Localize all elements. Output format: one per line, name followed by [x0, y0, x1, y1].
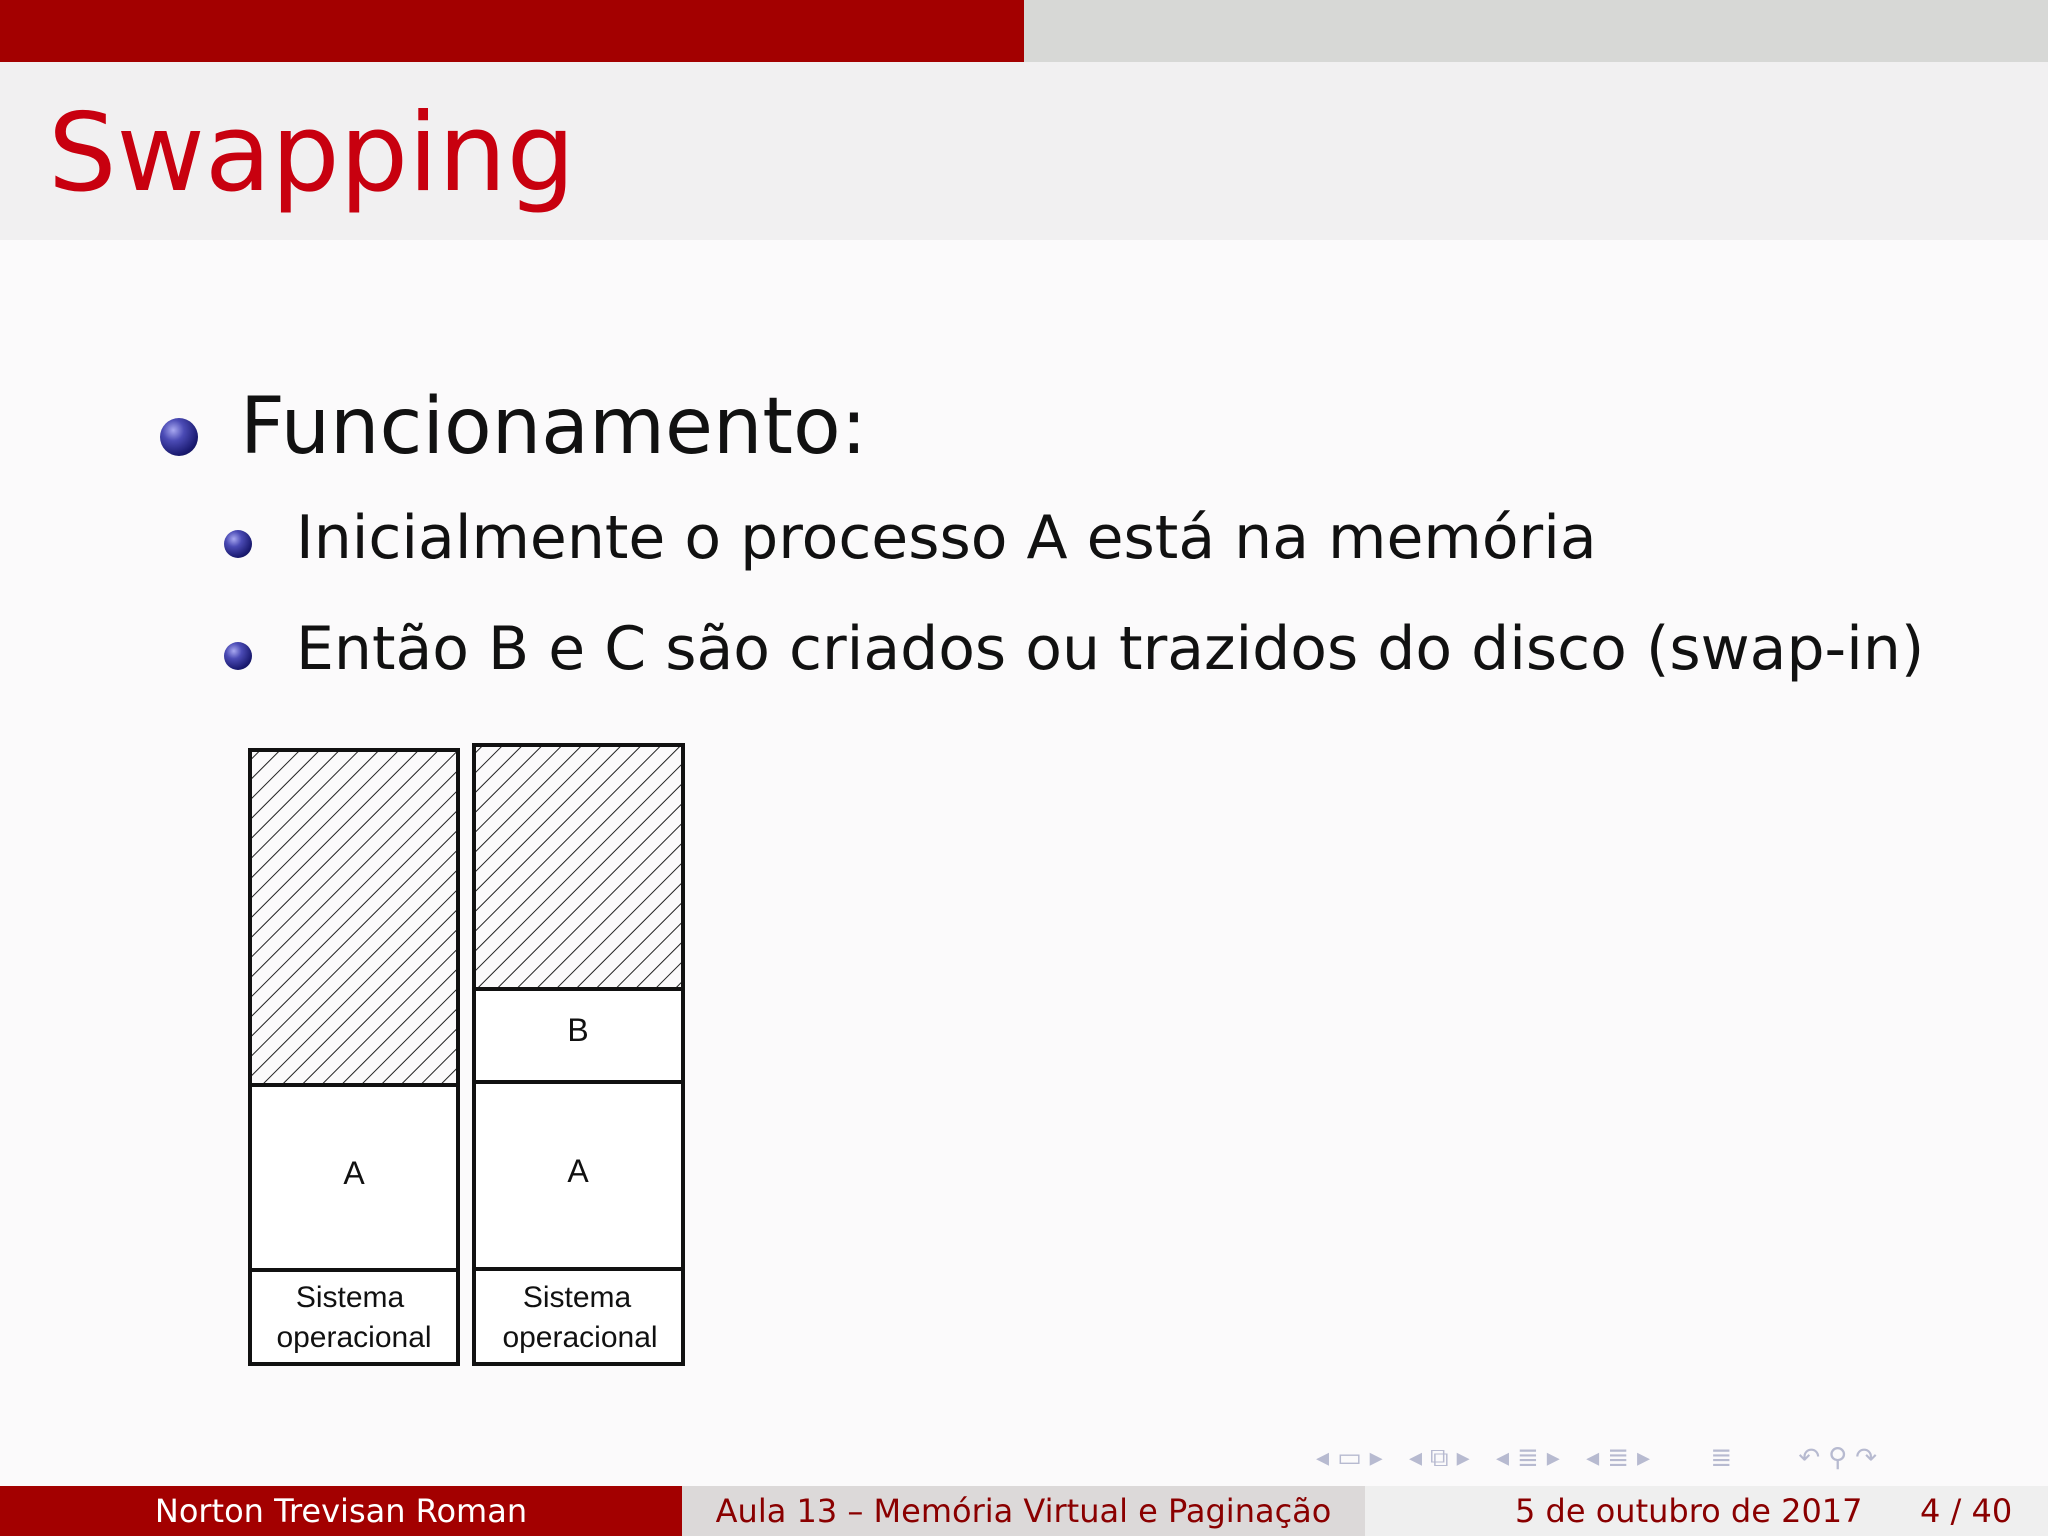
process-a-label: A: [567, 1153, 589, 1189]
appendix-prev-icon[interactable]: ◂: [1586, 1443, 1600, 1473]
forward-icon[interactable]: ↷: [1855, 1443, 1878, 1473]
os-label-line2: operacional: [502, 1321, 658, 1354]
subsection-icon[interactable]: ⧉: [1430, 1443, 1449, 1473]
footer-lecture: Aula 13 – Memória Virtual e Paginação: [682, 1486, 1365, 1536]
frame-icon[interactable]: ▭: [1337, 1443, 1362, 1473]
os-label-line2: operacional: [276, 1321, 432, 1354]
section-next-icon[interactable]: ▸: [1546, 1443, 1560, 1473]
os-label-line1: Sistema: [295, 1281, 405, 1314]
process-a-label: A: [343, 1155, 365, 1191]
footer-author: Norton Trevisan Roman: [0, 1486, 682, 1536]
memory-column-2: [474, 745, 683, 1364]
footer-date: 5 de outubro de 2017: [1515, 1492, 1863, 1530]
section-icon[interactable]: ≣: [1517, 1443, 1539, 1473]
navigation-bar: [1316, 1440, 1885, 1476]
process-b-label: B: [567, 1012, 589, 1048]
free-space-hatched: [250, 750, 458, 1085]
sub-bullet-text-1: Inicialmente o processo A está na memória: [296, 503, 1597, 573]
free-space-hatched: [474, 745, 683, 989]
footer: [0, 1486, 2048, 1536]
memory-column-1: [250, 750, 458, 1364]
section-prev-icon[interactable]: ◂: [1495, 1443, 1509, 1473]
sub-bullet-text-2: Então B e C são criados ou trazidos do disco (swap-in): [296, 614, 1925, 684]
appendix-next-icon[interactable]: ▸: [1636, 1443, 1651, 1473]
bullet-text: Funcionamento:: [240, 382, 867, 472]
slide-title: Swapping: [48, 91, 576, 216]
os-label-line1: Sistema: [522, 1281, 632, 1314]
search-icon[interactable]: ⚲: [1828, 1443, 1848, 1473]
subsection-next-icon[interactable]: ▸: [1456, 1443, 1470, 1473]
footer-page-number: 4 / 40: [1920, 1492, 2013, 1530]
subsection-prev-icon[interactable]: ◂: [1408, 1443, 1423, 1473]
back-icon[interactable]: ↶: [1798, 1443, 1821, 1473]
toc-icon[interactable]: ≣: [1710, 1443, 1733, 1473]
appendix-icon[interactable]: ≣: [1607, 1443, 1629, 1473]
footer-date-page: [1365, 1486, 2048, 1536]
frame-next-icon[interactable]: ▸: [1369, 1443, 1383, 1473]
frame-prev-icon[interactable]: ◂: [1316, 1443, 1330, 1473]
